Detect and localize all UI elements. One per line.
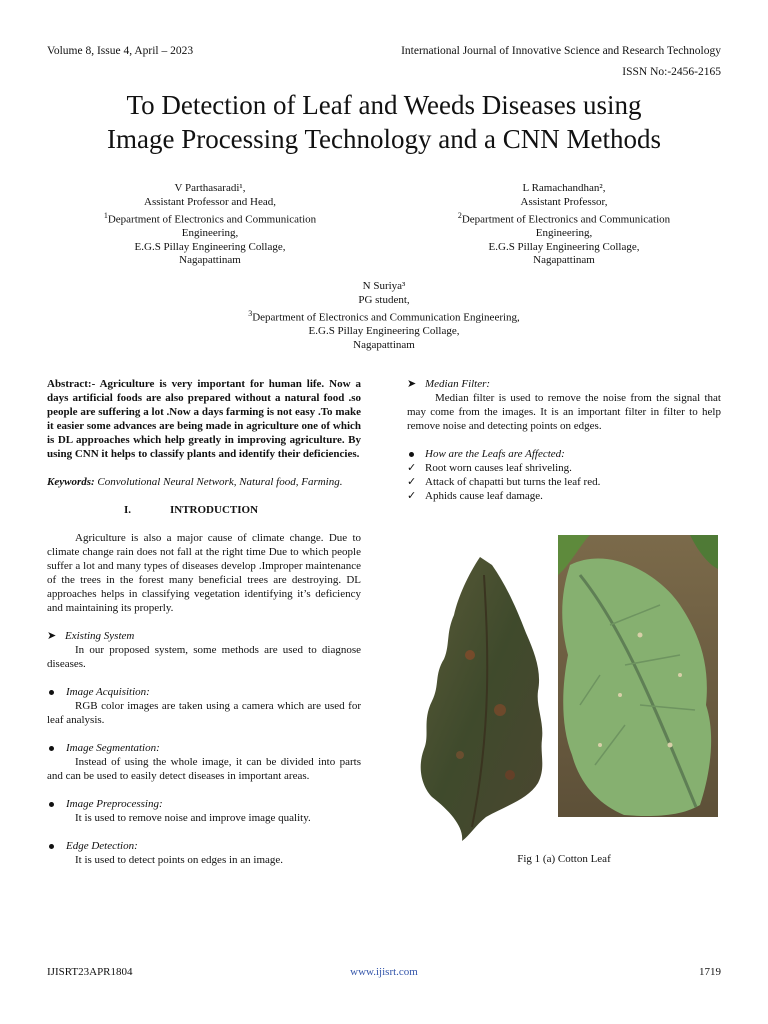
cotton-leaf-photo	[410, 535, 720, 850]
method-item: Edge Detection: It is used to detect points on edges in an image.	[47, 839, 361, 867]
figure-caption: Fig 1 (a) Cotton Leaf	[517, 853, 611, 865]
checkmark-icon: ✓	[407, 476, 417, 488]
author-dept: $^2$Department of Electronics and Communication	[457, 211, 671, 226]
existing-system-heading: ➤ Existing System	[47, 630, 135, 642]
author-block-3	[184, 280, 584, 352]
right-column	[407, 377, 721, 503]
left-column	[47, 377, 361, 867]
checkmark-icon: ✓	[407, 462, 417, 474]
volume-info: Volume 8, Issue 4, April – 2023	[47, 45, 194, 57]
paper-title	[0, 88, 768, 156]
abstract: Abstract:- Agriculture is very important for human life. Now a days artificial foods are also prepared without a natural food .so people are suffering a lot .Now a days farming is not easy .To make it easier some advances are being made in agriculture one of which is DL approaches which help greatly in improving agriculture. By using CNN it helps to classify plants and identify their deficiencies.	[47, 378, 361, 460]
bullet-dot-icon	[49, 844, 54, 849]
affected-item: ✓ Root worn causes leaf shriveling.	[407, 462, 572, 474]
bullet-dot-icon	[409, 452, 414, 457]
paper-id: IJISRT23APR1804	[47, 966, 133, 978]
median-filter-heading: ➤ Median Filter:	[407, 378, 491, 390]
bullet-dot-icon	[49, 746, 54, 751]
title-line-2: Image Processing Technology and a CNN Methods	[106, 124, 661, 154]
page-number: 1719	[699, 966, 721, 978]
affected-item: ✓ Aphids cause leaf damage.	[407, 490, 543, 502]
author-city: Nagapattinam	[353, 338, 415, 351]
author-role: Assistant Professor and Head,	[144, 195, 276, 208]
intro-paragraph: Agriculture is also a major cause of climate change. Due to climate change rain does not fall at the right time Due to which people suffer a lot and many types of diseases develop .Improper maintenance of the trees in the forest many beneficial trees are destroying. DL approaches helps in classifying vegetation identifying it’s deficiency and maintaining its properly.	[47, 532, 361, 614]
author-role: PG student,	[358, 293, 410, 306]
method-item: Image Preprocessing: It is used to remove noise and improve image quality.	[47, 797, 361, 825]
author-block-1	[60, 182, 360, 268]
author-city: Nagapattinam	[179, 254, 241, 267]
arrow-bullet-icon: ➤	[407, 378, 417, 390]
author-college: E.G.S Pillay Engineering Collage,	[308, 325, 460, 338]
bullet-dot-icon	[49, 802, 54, 807]
checkmark-icon: ✓	[407, 490, 417, 502]
method-item: Image Segmentation: Instead of using the whole image, it can be divided into parts and can be used to easily detect diseases in important areas.	[47, 742, 361, 782]
author-city: Nagapattinam	[533, 254, 595, 267]
affected-item: ✓ Attack of chapatti but turns the leaf red.	[407, 476, 601, 488]
author-dept: $^3$Department of Electronics and Communication Engineering,	[248, 309, 520, 324]
method-item: Image Acquisition: RGB color images are taken using a camera which are used for leaf analysis.	[47, 686, 361, 726]
author-dept: $^1$Department of Electronics and Communication	[103, 211, 317, 226]
existing-system-text: In our proposed system, some methods are used to diagnose diseases.	[47, 644, 361, 670]
median-filter-text: Median filter is used to remove the noise from the signal that may come from the images. It is an important filter in filter to help remove noise and detecting points on edges.	[407, 392, 721, 432]
author-name: V Parthasaradi¹,	[174, 182, 246, 194]
author-role: Assistant Professor,	[520, 195, 608, 208]
author-name: L Ramachandhan²,	[522, 182, 606, 194]
figure-leaf-images	[410, 535, 720, 850]
issn: ISSN No:-2456-2165	[622, 66, 721, 78]
intro-heading: I. INTRODUCTION	[124, 504, 259, 516]
arrow-bullet-icon: ➤	[47, 630, 57, 642]
author-block-2	[414, 182, 714, 268]
title-line-1: To Detection of Leaf and Weeds Diseases using	[126, 90, 642, 120]
author-college: E.G.S Pillay Engineering Collage,	[488, 240, 640, 253]
bullet-dot-icon	[49, 690, 54, 695]
author-college: E.G.S Pillay Engineering Collage,	[134, 240, 286, 253]
affected-heading: How are the Leafs are Affected:	[407, 447, 721, 461]
author-name: N Suriya³	[362, 280, 406, 292]
journal-name: International Journal of Innovative Science and Research Technology	[401, 45, 721, 57]
journal-url[interactable]: www.ijisrt.com	[350, 966, 418, 978]
author-dept-cont: Engineering,	[181, 227, 239, 240]
author-dept-cont: Engineering,	[535, 227, 593, 240]
keywords: Keywords: Convolutional Neural Network, Natural food, Farming.	[47, 476, 343, 488]
